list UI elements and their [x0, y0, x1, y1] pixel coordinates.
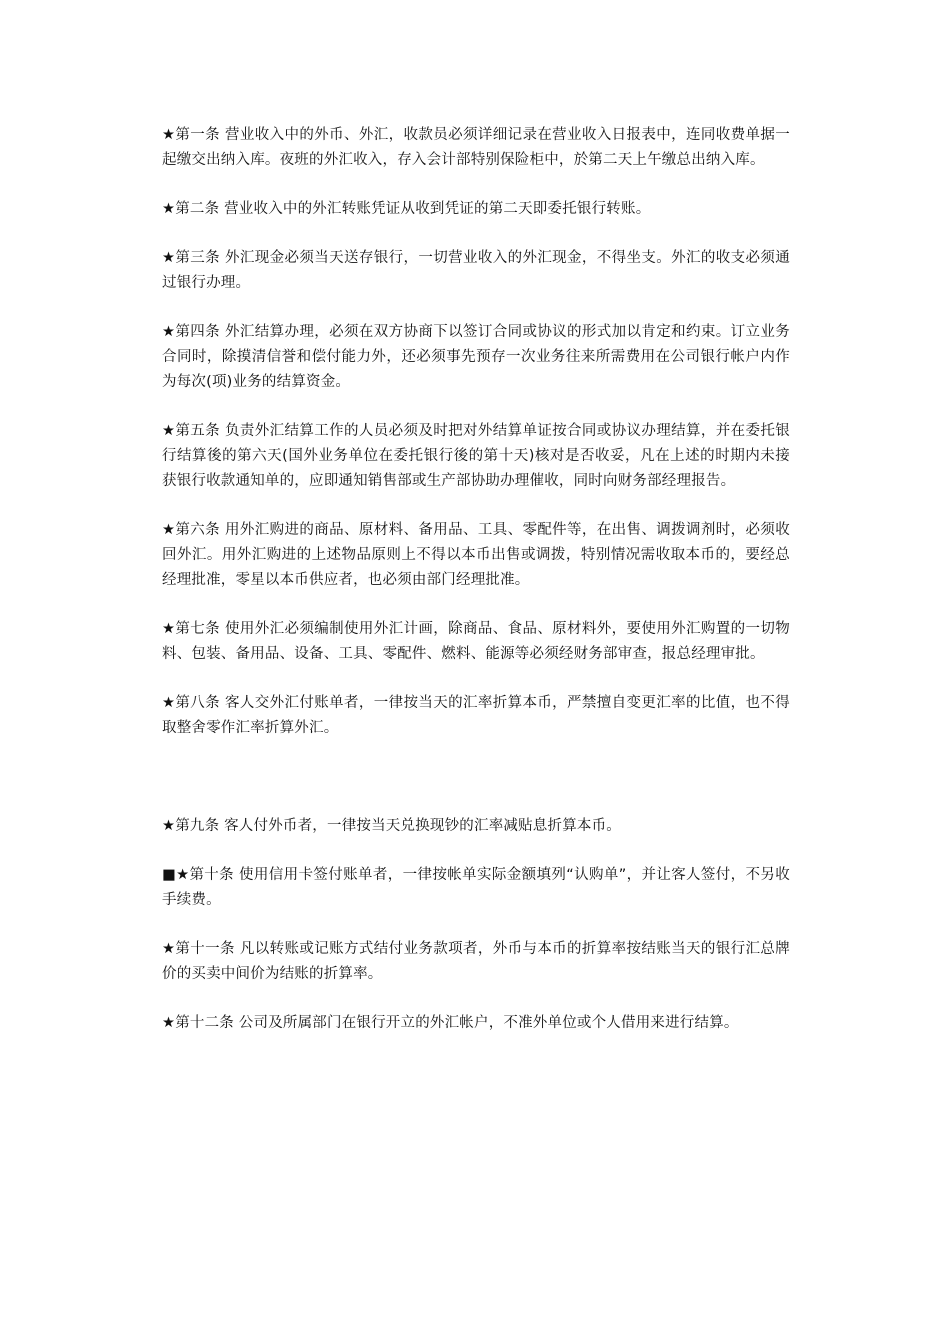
article-7: ★第七条 使用外汇必须编制使用外汇计画，除商品、食品、原材料外，要使用外汇购置的一切物料、包装、备用品、设备、工具、零配件、燃料、能源等必须经财务部审查，报总经理审批。 [162, 621, 790, 662]
document-body [162, 123, 790, 1036]
article-4: ★第四条 外汇结算办理，必须在双方协商下以签订合同或协议的形式加以肯定和约束。订立业务合同时，除摸清信誉和偿付能力外，还必须事先预存一次业务往来所需费用在公司银行帐户内作为每次(项)业务的结算资金。 [162, 324, 790, 390]
article-6: ★第六条 用外汇购进的商品、原材料、备用品、工具、零配件等，在出售、调拨调剂时，必须收回外汇。用外汇购进的上述物品原则上不得以本币出售或调拨，特别情况需收取本币的，要经总经理批准，零星以本币供应者，也必须由部门经理批准。 [162, 522, 790, 588]
article-12: ★第十二条 公司及所属部门在银行开立的外汇帐户，不准外单位或个人借用来进行结算。 [162, 1015, 739, 1031]
article-5: ★第五条 负责外汇结算工作的人员必须及时把对外结算单证按合同或协议办理结算，并在委托银行结算後的第六天(国外业务单位在委托银行後的第十天)核对是否收妥，凡在上述的时期内未接获银行收款通知单的，应即通知销售部或生产部协助办理催收，同时向财务部经理报告。 [162, 423, 790, 489]
article-3: ★第三条 外汇现金必须当天送存银行，一切营业收入的外汇现金，不得坐支。外汇的收支必须通过银行办理。 [162, 250, 790, 291]
article-9: ★第九条 客人付外币者，一律按当天兑换现钞的汇率减贴息折算本币。 [162, 818, 622, 834]
article-1: ★第一条 营业收入中的外币、外汇，收款员必须详细记录在营业收入日报表中，连同收费单据一起缴交出纳入库。夜班的外汇收入，存入会计部特别保险柜中，於第二天上午缴总出纳入库。 [162, 127, 790, 168]
article-2: ★第二条 营业收入中的外汇转账凭证从收到凭证的第二天即委托银行转账。 [162, 201, 651, 217]
article-8: ★第八条 客人交外汇付账单者，一律按当天的汇率折算本币，严禁擅自变更汇率的比值，也不得取整舍零作汇率折算外汇。 [162, 695, 790, 736]
article-11: ★第十一条 凡以转账或记账方式结付业务款项者，外币与本币的折算率按结账当天的银行汇总牌价的买卖中间价为结账的折算率。 [162, 941, 790, 982]
article-10: ■★第十条 使用信用卡签付账单者，一律按帐单实际金额填列“认购单”，并让客人签付，不另收手续费。 [162, 867, 790, 908]
